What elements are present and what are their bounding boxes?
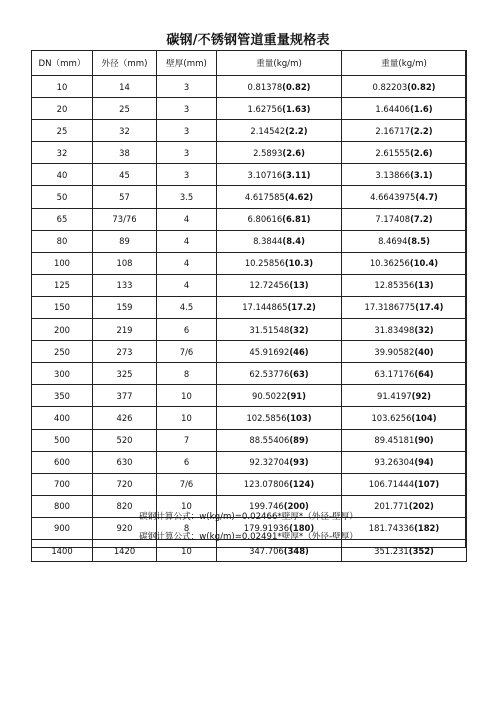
weight-exact: 10.25856 [244,258,285,269]
weight-stainless-cell [342,120,467,142]
weight-stainless-cell [342,76,467,98]
wall-thickness-cell: 4 [157,252,217,274]
weight-rounded: (93) [289,457,309,468]
weight-exact: 17.3186775 [364,302,416,313]
weight-table [31,50,467,562]
weight-rounded: (2.2) [285,125,308,136]
page-title: 碳钢/不锈钢管道重量规格表 [166,33,330,48]
weight-exact: 63.17176 [374,368,415,379]
weight-rounded: (13) [289,280,309,291]
weight-rounded: (63) [289,368,309,379]
weight-exact: 12.72456 [249,280,290,291]
dn-cell: 65 [32,208,93,230]
wall-thickness-cell: 4 [157,274,217,296]
weight-exact: 106.71444 [368,479,415,490]
weight-rounded: (1.6) [410,103,433,114]
weight-rounded: (13) [414,280,434,291]
weight-carbon-cell [217,473,342,495]
weight-carbon-cell [217,341,342,363]
dn-cell: 1400 [32,539,93,561]
outer-diameter-cell: 820 [93,495,157,517]
weight-exact: 6.80616 [247,214,283,225]
weight-carbon-cell [217,164,342,186]
dn-cell: 50 [32,186,93,208]
weight-rounded: (352) [408,545,434,556]
weight-exact: 179.91936 [243,523,290,534]
weight-rounded: (32) [414,324,434,335]
table-row [32,429,467,451]
weight-exact: 102.5856 [246,412,287,423]
weight-stainless-cell [342,208,467,230]
weight-rounded: (32) [289,324,309,335]
outer-diameter-cell: 377 [93,385,157,407]
weight-exact: 199.746 [249,501,284,512]
dn-cell: 25 [32,120,93,142]
weight-carbon-cell [217,407,342,429]
dn-cell: 32 [32,142,93,164]
weight-exact: 93.26304 [374,457,415,468]
weight-carbon-cell [217,296,342,318]
weight-carbon-cell [217,142,342,164]
table-header-row [32,51,467,76]
weight-exact: 201.771 [374,501,409,512]
weight-exact: 17.144865 [242,302,288,313]
weight-exact: 2.14542 [250,125,286,136]
weight-rounded: (17.2) [287,302,316,313]
header-dn: DN（mm） [32,51,93,76]
weight-stainless-cell [342,142,467,164]
dn-cell: 200 [32,319,93,341]
weight-exact: 39.90582 [374,346,415,357]
weight-carbon-cell [217,186,342,208]
outer-diameter-cell: 14 [93,76,157,98]
wall-thickness-cell: 3 [157,120,217,142]
outer-diameter-cell: 32 [93,120,157,142]
outer-diameter-cell: 426 [93,407,157,429]
wall-thickness-cell: 7/6 [157,341,217,363]
table-row [32,230,467,252]
outer-diameter-cell: 520 [93,429,157,451]
weight-rounded: (46) [289,346,309,357]
weight-rounded: (8.4) [282,236,305,247]
outer-diameter-cell: 720 [93,473,157,495]
weight-exact: 0.82203 [372,81,408,92]
weight-exact: 4.617585 [244,192,285,203]
weight-exact: 2.5893 [253,147,283,158]
weight-rounded: (1.63) [282,103,311,114]
weight-rounded: (180) [289,523,315,534]
weight-stainless-cell [342,385,467,407]
weight-rounded: (4.62) [284,192,314,203]
wall-thickness-cell: 7 [157,429,217,451]
wall-thickness-cell: 6 [157,319,217,341]
weight-exact: 4.6643975 [370,192,416,203]
dn-cell: 80 [32,230,93,252]
weight-rounded: (64) [414,368,434,379]
outer-diameter-cell: 45 [93,164,157,186]
wall-thickness-cell: 10 [157,539,217,561]
weight-carbon-cell [217,429,342,451]
weight-stainless-cell [342,186,467,208]
weight-stainless-cell [342,363,467,385]
formula-stainless: 碳钢计算公式：w(kg/m)=0.02491*壁厚*（外径-壁厚） [139,532,358,542]
wall-thickness-cell: 3 [157,142,217,164]
outer-diameter-cell: 25 [93,98,157,120]
weight-exact: 62.53776 [249,368,290,379]
table-row [32,164,467,186]
weight-carbon-cell [217,539,342,561]
weight-exact: 1.64406 [375,103,411,114]
wall-thickness-cell: 3.5 [157,186,217,208]
wall-thickness-cell: 4 [157,230,217,252]
outer-diameter-cell: 133 [93,274,157,296]
weight-carbon-cell [217,76,342,98]
weight-exact: 89.45181 [374,435,415,446]
weight-rounded: (10.4) [409,258,439,269]
table-row [32,208,467,230]
weight-carbon-cell [217,451,342,473]
outer-diameter-cell: 273 [93,341,157,363]
dn-cell: 700 [32,473,93,495]
weight-stainless-cell [342,252,467,274]
weight-exact: 92.32704 [249,457,290,468]
wall-thickness-cell: 4 [157,208,217,230]
dn-cell: 100 [32,252,93,274]
weight-rounded: (40) [414,346,434,357]
outer-diameter-cell: 38 [93,142,157,164]
weight-exact: 7.17408 [375,214,411,225]
formula-carbon: 碳钢计算公式：w(kg/m)=0.02466*壁厚*（外径-壁厚） [139,512,358,522]
weight-carbon-cell [217,120,342,142]
outer-diameter-cell: 1420 [93,539,157,561]
weight-stainless-cell [342,230,467,252]
weight-stainless-cell [342,407,467,429]
weight-carbon-cell [217,274,342,296]
dn-cell: 125 [32,274,93,296]
wall-thickness-cell: 10 [157,407,217,429]
table-row [32,76,467,98]
weight-rounded: (94) [414,457,434,468]
dn-cell: 40 [32,164,93,186]
weight-stainless-cell [342,164,467,186]
header-outer-diameter: 外径（mm) [93,51,157,76]
weight-rounded: (3.1) [410,169,433,180]
weight-stainless-cell [342,341,467,363]
weight-exact: 2.16717 [375,125,411,136]
wall-thickness-cell: 3 [157,164,217,186]
dn-cell: 10 [32,76,93,98]
table-row [32,473,467,495]
weight-rounded: (348) [283,545,309,556]
weight-exact: 0.81378 [247,81,283,92]
weight-rounded: (89) [289,435,309,446]
weight-rounded: (202) [408,501,434,512]
weight-exact: 88.55406 [249,435,290,446]
weight-exact: 351.231 [374,545,409,556]
weight-carbon-cell [217,319,342,341]
weight-rounded: (10.3) [284,258,314,269]
weight-stainless-cell [342,98,467,120]
table-row [32,120,467,142]
weight-stainless-cell [342,274,467,296]
dn-cell: 900 [32,517,93,539]
weight-exact: 10.36256 [369,258,410,269]
weight-exact: 8.4694 [378,236,408,247]
wall-thickness-cell: 4.5 [157,296,217,318]
weight-rounded: (3.11) [282,169,311,180]
table-row [32,186,467,208]
weight-stainless-cell [342,429,467,451]
wall-thickness-cell: 8 [157,517,217,539]
header-weight-stainless: 重量(kg/m) [342,51,467,76]
weight-exact: 45.91692 [249,346,290,357]
outer-diameter-cell: 89 [93,230,157,252]
table-row [32,252,467,274]
weight-rounded: (107) [414,479,440,490]
weight-stainless-cell [342,539,467,561]
table-row [32,363,467,385]
weight-rounded: (104) [411,412,437,423]
weight-exact: 31.83498 [374,324,415,335]
outer-diameter-cell: 219 [93,319,157,341]
outer-diameter-cell: 920 [93,517,157,539]
weight-exact: 1.62756 [247,103,283,114]
wall-thickness-cell: 3 [157,76,217,98]
outer-diameter-cell: 73/76 [93,208,157,230]
outer-diameter-cell: 159 [93,296,157,318]
weight-rounded: (182) [414,523,440,534]
weight-stainless-cell [342,319,467,341]
weight-carbon-cell [217,230,342,252]
weight-exact: 103.6256 [371,412,412,423]
wall-thickness-cell: 10 [157,495,217,517]
weight-rounded: (103) [286,412,312,423]
dn-cell: 250 [32,341,93,363]
outer-diameter-cell: 108 [93,252,157,274]
dn-cell: 150 [32,296,93,318]
weight-rounded: (124) [289,479,315,490]
dn-cell: 300 [32,363,93,385]
weight-exact: 90.5022 [252,390,287,401]
weight-stainless-cell [342,296,467,318]
weight-rounded: (0.82) [407,81,436,92]
weight-rounded: (17.4) [415,302,444,313]
header-wall-thickness: 壁厚(mm) [157,51,217,76]
weight-exact: 347.706 [249,545,284,556]
dn-cell: 20 [32,98,93,120]
weight-rounded: (92) [411,390,431,401]
weight-stainless-cell [342,473,467,495]
weight-exact: 3.13866 [375,169,411,180]
wall-thickness-cell: 3 [157,98,217,120]
wall-thickness-cell: 7/6 [157,473,217,495]
weight-carbon-cell [217,252,342,274]
table-row [32,451,467,473]
wall-thickness-cell: 10 [157,385,217,407]
weight-rounded: (6.81) [282,214,311,225]
weight-rounded: (2.2) [410,125,433,136]
weight-exact: 12.85356 [374,280,415,291]
weight-carbon-cell [217,208,342,230]
outer-diameter-cell: 630 [93,451,157,473]
weight-exact: 123.07806 [243,479,290,490]
weight-exact: 181.74336 [368,523,415,534]
wall-thickness-cell: 8 [157,363,217,385]
dn-cell: 400 [32,407,93,429]
weight-stainless-cell [342,451,467,473]
dn-cell: 600 [32,451,93,473]
table-row [32,296,467,318]
weight-carbon-cell [217,385,342,407]
weight-rounded: (0.82) [282,81,311,92]
weight-rounded: (4.7) [415,192,438,203]
weight-carbon-cell [217,363,342,385]
table-row [32,319,467,341]
header-weight-carbon: 重量(kg/m) [217,51,342,76]
weight-rounded: (90) [414,435,434,446]
weight-rounded: (2.6) [410,147,433,158]
table-row [32,142,467,164]
weight-exact: 3.10716 [247,169,283,180]
table-row [32,539,467,561]
weight-carbon-cell [217,98,342,120]
dn-cell: 500 [32,429,93,451]
table-row [32,341,467,363]
dn-cell: 800 [32,495,93,517]
weight-rounded: (7.2) [410,214,433,225]
weight-exact: 2.61555 [375,147,411,158]
weight-exact: 91.4197 [377,390,412,401]
weight-rounded: (91) [286,390,306,401]
outer-diameter-cell: 325 [93,363,157,385]
table-row [32,274,467,296]
weight-exact: 31.51548 [249,324,290,335]
weight-rounded: (8.5) [407,236,430,247]
table-row [32,407,467,429]
weight-rounded: (200) [283,501,309,512]
weight-rounded: (2.6) [282,147,305,158]
table-row [32,385,467,407]
outer-diameter-cell: 57 [93,186,157,208]
dn-cell: 350 [32,385,93,407]
table-row [32,98,467,120]
weight-exact: 8.3844 [253,236,283,247]
wall-thickness-cell: 6 [157,451,217,473]
